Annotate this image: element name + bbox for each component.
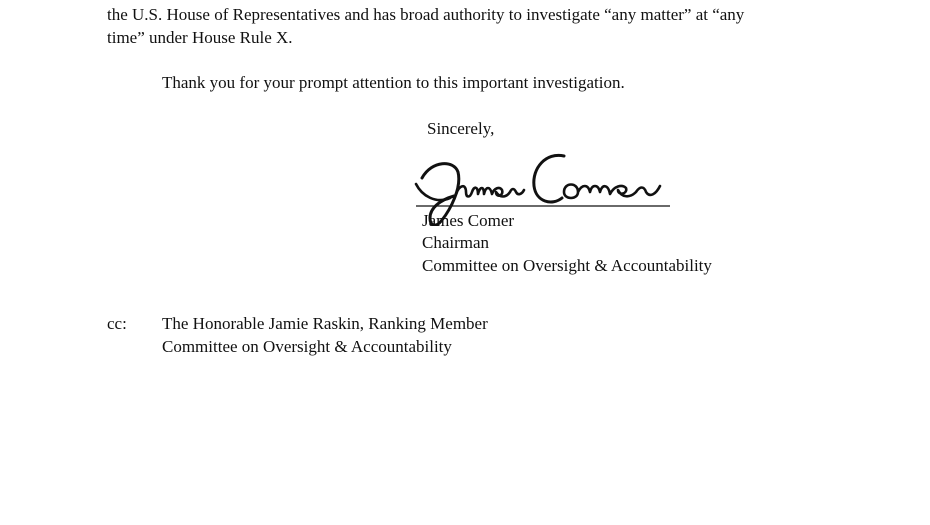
cc-committee: Committee on Oversight & Accountability [162, 337, 452, 356]
cc-label: cc: [107, 314, 127, 333]
signer-title: Chairman [422, 233, 490, 252]
body-text-line-1: the U.S. House of Representatives and has broad authority to investigate “any matter” at “any [107, 5, 745, 24]
closing-text: Sincerely, [427, 119, 495, 138]
body-text-line-2: time” under House Rule X. [107, 28, 293, 47]
signer-name: James Comer [422, 211, 515, 230]
cc-recipient: The Honorable Jamie Raskin, Ranking Member [162, 314, 488, 333]
thanks-paragraph: Thank you for your prompt attention to this important investigation. [162, 73, 625, 92]
signer-committee: Committee on Oversight & Accountability [422, 256, 712, 275]
